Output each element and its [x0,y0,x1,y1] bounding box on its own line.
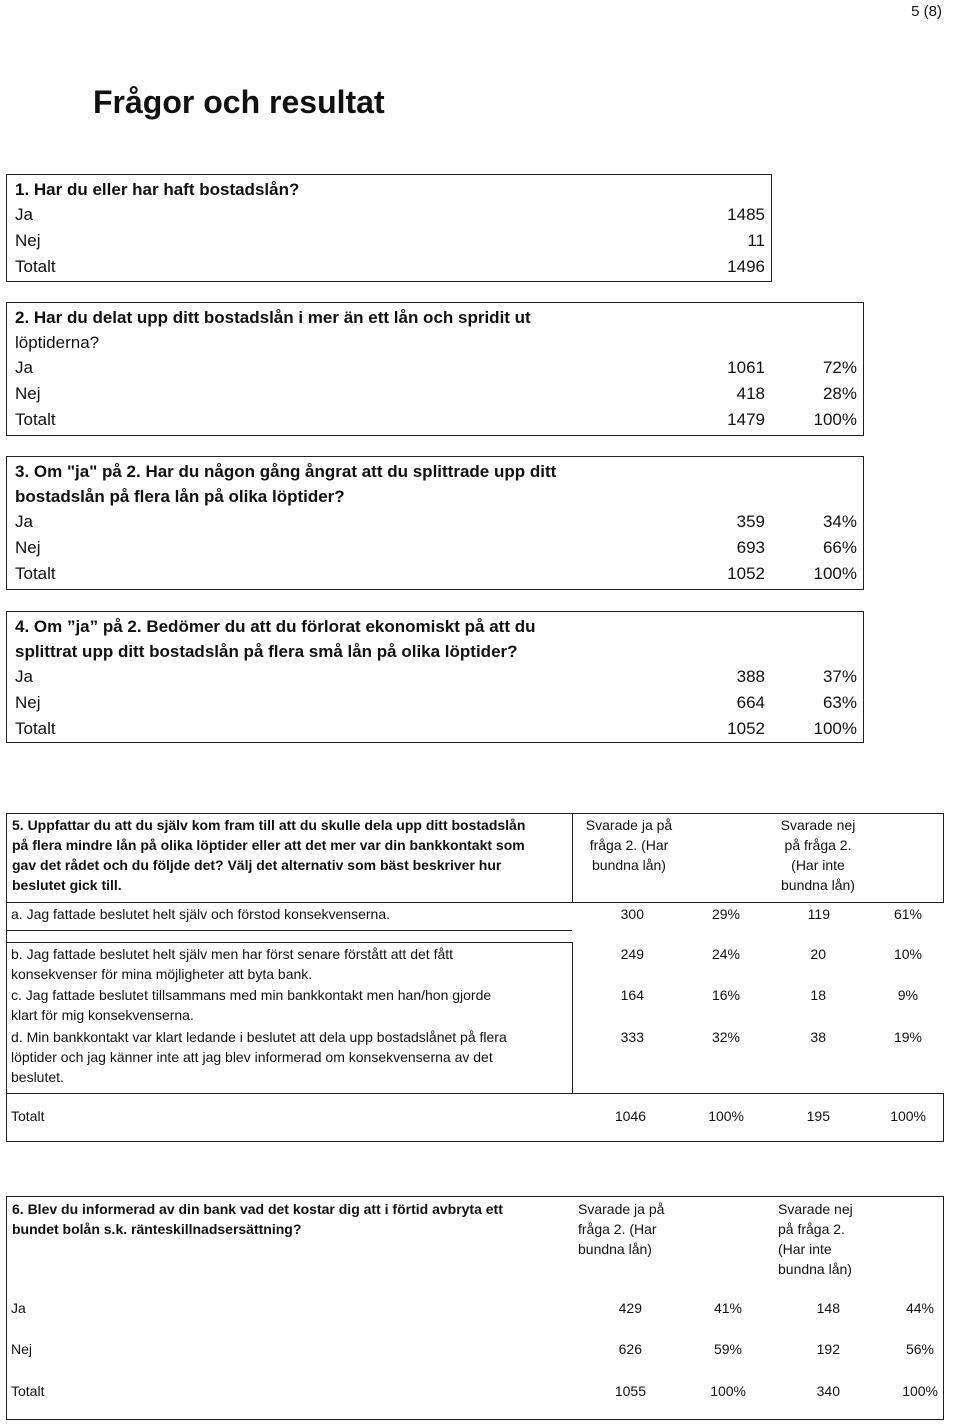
row-label: Totalt [15,257,56,276]
row-label: Totalt [15,719,56,738]
option-d-no-count: 38 [810,1029,826,1045]
row-label: Totalt [15,564,56,583]
question-2-table [6,302,864,436]
question-line: på flera mindre lån på olika löptider eller att det mer var din bankkontakt som [12,837,525,853]
row-count: 1061 [727,358,765,377]
table-border [6,1093,944,1094]
table-row [7,407,863,433]
question-3-text [7,457,863,509]
question-line: beslutet gick till. [12,877,122,893]
table-row [7,664,863,690]
row-label: Nej [15,693,41,712]
table-row [7,254,771,280]
option-d-yes-percent: 32% [711,1029,740,1045]
yes-percent: 59% [713,1341,742,1357]
option-b-no-percent: 10% [893,946,922,962]
table-border [6,942,572,943]
question-line: 5. Uppfattar du att du själv kom fram till att du skulle dela upp ditt bostadslån [12,817,526,833]
row-count: 1052 [727,564,765,583]
row-label: Nej [11,1341,33,1357]
row-label: Ja [11,1300,26,1316]
option-b-no-count: 20 [810,946,826,962]
row-count: 664 [736,693,765,712]
row-percent: 100% [813,719,857,738]
header-line: bundna lån) [778,1261,852,1277]
header-line: Svarade ja på [585,817,673,833]
table-border [943,813,944,903]
yes-count: 429 [618,1300,642,1316]
option-line: b. Jag fattade beslutet helt själv men har först senare förstått att det fått [11,946,454,962]
table-border [572,813,573,903]
header-line: Svarade nej [778,1201,853,1217]
row-percent: 72% [822,358,857,377]
question-2-text [7,303,863,355]
table-border [6,813,7,1141]
header-line: (Har inte [791,857,845,873]
table-border [943,1196,944,1420]
row-percent: 34% [822,512,857,531]
row-label: Ja [15,512,33,531]
question-line: bundet bolån s.k. ränteskillnadsersättning? [12,1221,302,1237]
option-line: konsekvenser för mina möjligheter att byta bank. [11,966,313,982]
table-row [7,535,863,561]
question-1-table [6,174,772,282]
row-count: 1479 [727,410,765,429]
table-row [7,202,771,228]
question-line: 3. Om "ja" på 2. Har du någon gång ångrat att du splittrade upp ditt [15,462,557,481]
option-c-no-count: 18 [810,987,826,1003]
header-line: bundna lån) [578,1241,652,1257]
question-line: bostadslån på flera lån på olika löptider? [15,487,345,506]
total-label: Totalt [11,1108,45,1124]
question-6-text [12,1199,552,1239]
option-line: löptider och jag känner inte att jag blev informerad om konsekvenserna av det [11,1049,493,1065]
row-count: 1496 [727,257,765,276]
header-answered-yes [574,815,684,875]
yes-percent: 41% [713,1300,742,1316]
no-count: 340 [816,1383,840,1399]
question-4-table [6,611,864,743]
table-border [943,1093,944,1141]
option-c-yes-count: 164 [620,987,644,1003]
total-yes-count: 1046 [614,1108,646,1124]
header-line: (Har inte [778,1241,832,1257]
row-percent: 37% [822,667,857,686]
row-count: 1485 [727,205,765,224]
table-row [7,561,863,587]
header-line: bundna lån) [592,857,666,873]
option-line: d. Min bankkontakt var klart ledande i beslutet att dela upp bostadslånet på flera [11,1029,507,1045]
row-percent: 28% [822,384,857,403]
no-count: 148 [816,1300,840,1316]
header-answered-no [778,1199,898,1279]
option-c-no-percent: 9% [897,987,918,1003]
header-line: fråga 2. (Har [589,837,669,853]
option-line: c. Jag fattade beslutet tillsammans med min bankkontakt men han/hon gjorde [11,987,492,1003]
total-yes-percent: 100% [708,1108,744,1124]
table-border [572,942,573,1094]
row-label: Totalt [15,410,56,429]
question-3-table [6,456,864,590]
row-percent: 100% [813,564,857,583]
table-border [6,1196,7,1420]
row-label: Ja [15,205,33,224]
no-count: 192 [816,1341,840,1357]
row-label: Ja [15,358,33,377]
header-line: på fråga 2. [778,1221,845,1237]
row-label: Nej [15,384,41,403]
option-line: beslutet. [11,1069,64,1085]
question-line: 4. Om ”ja” på 2. Bedömer du att du förlorat ekonomiskt på att du [15,617,536,636]
option-b-yes-count: 249 [620,946,644,962]
row-percent: 66% [822,538,857,557]
total-no-percent: 100% [890,1108,926,1124]
option-b-yes-percent: 24% [711,946,740,962]
header-line: Svarade nej [780,817,856,833]
option-d-no-percent: 19% [893,1029,922,1045]
option-a-text: a. Jag fattade beslutet helt själv och förstod konsekvenserna. [11,906,391,922]
row-percent: 63% [822,693,857,712]
option-c-text [11,985,491,1025]
page-number: 5 (8) [911,3,942,20]
row-count: 418 [736,384,765,403]
header-line: Svarade ja på [578,1201,665,1217]
table-row [7,355,863,381]
option-a-yes-count: 300 [620,906,644,922]
yes-count: 626 [618,1341,642,1357]
row-count: 11 [747,231,765,250]
row-count: 388 [736,667,765,686]
table-row [7,690,863,716]
question-5-text [12,815,568,895]
row-label: Nej [15,231,41,250]
question-line: 2. Har du delat upp ditt bostadslån i mer än ett lån och spridit ut [15,308,531,327]
table-border [6,902,944,903]
header-line: fråga 2. (Har [578,1221,657,1237]
option-a-no-count: 119 [807,906,830,922]
row-label: Nej [15,538,41,557]
yes-percent: 100% [710,1383,746,1399]
yes-count: 1055 [614,1383,646,1399]
table-row [7,716,863,742]
table-border [6,813,944,814]
question-4-text [7,612,863,664]
table-border [6,1141,944,1142]
row-count: 359 [736,512,765,531]
page-title: Frågor och resultat [93,84,385,120]
question-1-text: 1. Har du eller har haft bostadslån? [15,180,300,199]
row-label: Totalt [11,1383,45,1399]
row-label: Ja [15,667,33,686]
option-c-yes-percent: 16% [711,987,740,1003]
question-line: splittrat upp ditt bostadslån på flera små lån på olika löptider? [15,642,518,661]
header-answered-no [758,815,878,895]
no-percent: 44% [905,1300,934,1316]
no-percent: 100% [902,1383,938,1399]
no-percent: 56% [905,1341,934,1357]
question-line: gav det rådet och du följde det? Välj det alternativ som bäst beskriver hur [12,857,502,873]
option-b-text [11,944,453,984]
header-line: på fråga 2. [784,837,852,853]
option-line: klart för mig konsekvenserna. [11,1007,194,1023]
header-line: bundna lån) [781,877,855,893]
option-a-yes-percent: 29% [711,906,740,922]
table-border [6,1419,944,1420]
total-no-count: 195 [806,1108,830,1124]
question-line: löptiderna? [15,333,100,352]
table-border [6,1196,944,1197]
table-row [7,509,863,535]
row-count: 1052 [727,719,765,738]
header-answered-yes [578,1199,688,1259]
option-d-text [11,1027,507,1087]
option-a-no-percent: 61% [893,906,922,922]
row-percent: 100% [813,410,857,429]
table-border [6,930,572,931]
table-row [7,228,771,254]
question-line: 6. Blev du informerad av din bank vad det kostar dig att i förtid avbryta ett [12,1201,503,1217]
row-count: 693 [736,538,765,557]
table-row [7,381,863,407]
option-d-yes-count: 333 [620,1029,644,1045]
